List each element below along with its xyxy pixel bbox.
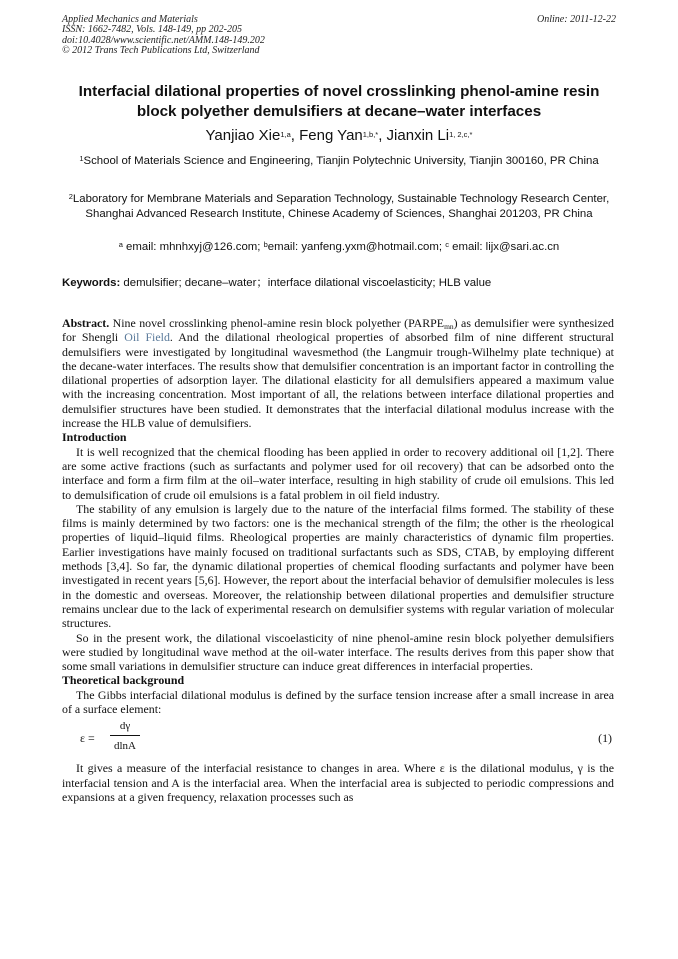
author-superscript: 1,a <box>280 130 291 140</box>
keywords-label: Keywords: <box>62 277 121 289</box>
affiliation-number: 1 <box>79 154 84 164</box>
oil-field-link[interactable]: Oil Field <box>124 330 170 345</box>
journal-name: Applied Mechanics and Materials <box>62 14 198 25</box>
paper-title: Interfacial dilational properties of novel crosslinking phenol-amine resin block polyether demulsifiers at decane–water interfaces <box>78 83 600 120</box>
author-superscript: 1, 2,c,* <box>449 130 473 140</box>
author-separator: , <box>290 127 300 144</box>
doi-line[interactable]: doi:10.4028/www.scientific.net/AMM.148-149.202 <box>62 34 265 46</box>
abstract-subscript: mn <box>444 322 454 332</box>
abstract-text: . And the dilational rheological properties of absorbed film of nine different structural demulsifiers were investigated by longitudinal wavesmethod (the Langmuir trough-Wilhelmy plate technique) at the decane-water interfaces. The results show that demulsifier concentration is an important factor in controlling the dilational properties of adsorption layer. The dilational elasticity for all demulsifiers appeared a maximum value with the increasing concentration. Most important of all, the relations between interface dilational properties and demulsifier structures have been studied. It demonstrates that the interfacial dilational modulus increase with the increase the HLB value of demulsifiers. <box>62 330 614 431</box>
email-line <box>62 240 616 255</box>
equation-fraction <box>110 719 140 753</box>
section-heading-introduction: Introduction <box>62 430 127 445</box>
journal-header <box>62 15 616 57</box>
fraction-numerator: dγ <box>119 720 131 733</box>
email-text[interactable]: email: mhnhxyj@126.com; <box>126 241 264 253</box>
email-superscript: a <box>118 240 123 250</box>
fraction-bar <box>110 735 140 736</box>
keywords-line <box>62 276 616 291</box>
equation-number: (1) <box>598 731 612 746</box>
author-name: Feng Yan <box>299 127 363 144</box>
email-text[interactable]: email: yanfeng.yxm@hotmail.com; <box>267 241 446 253</box>
equation-1 <box>62 719 614 759</box>
online-date: Online: 2011-12-22 <box>537 14 616 25</box>
equation-lhs: ε = <box>80 731 95 746</box>
intro-paragraph-3: So in the present work, the dilational viscoelasticity of nine phenol-amine resin block polyether demulsifiers were studied by longitudinal wave method at the oil-water interface. The results derives from this paper show that some small variations in demulsifier structure can induce great differences in interfacial properties. <box>62 630 614 674</box>
keywords-text: demulsifier; decane–water；interface dilational viscoelasticity; HLB value <box>120 277 492 289</box>
affiliation-number: 2 <box>68 192 73 202</box>
fraction-denominator: dlnA <box>114 740 136 753</box>
copyright-line: © 2012 Trans Tech Publications Ltd, Switzerland <box>62 45 260 57</box>
affiliation-text: Laboratory for Membrane Materials and Separation Technology, Sustainable Technology Research Center, Shanghai Advanced Research Institute, Chinese Academy of Sciences, Shanghai 201203, PR China <box>72 193 610 220</box>
author-superscript: 1,b,* <box>362 130 379 140</box>
intro-paragraph-1: It is well recognized that the chemical flooding has been applied in order to recovery additional oil [1,2]. There are some active fractions (such as surfactants and polymer used for oil recovery) that can be adsorbed onto the interface and form a firm film at the oil–water interface, resulting in high stability of crude oil emulsions. This led to demulsification of crude oil emulsions is a fatal problem in oil field industry. <box>62 444 614 502</box>
theory-paragraph-1: The Gibbs interfacial dilational modulus is defined by the surface tension increase after a small increase in area of a surface element: <box>62 687 614 717</box>
abstract-text: Nine novel crosslinking phenol-amine resin block polyether (PARPE <box>109 316 445 330</box>
intro-paragraph-2: The stability of any emulsion is largely due to the nature of the interfacial films formed. The stability of these films is mainly determined by two factors: one is the mechanical strength of the film; the other is the rheological properties of liquid–liquid films. Rheological properties are mainly characteristics of dynamic film properties. Earlier investigations have mainly focused on traditional surfactants such as SDS, CTAB, by employing different methods [3,4]. So far, the dynamic dilational properties of chemical flooding surfactants and polymer have been investigated in recent years [5,6]. However, the report about the interfacial behavior of demulsifier molecules is less in the domestic and overseas. Moreover, the relationship between dilational properties and demulsifier structure remains unclear due to the lack of experimental research on demulsifier systems with regular variation of molecular structures. <box>62 501 614 631</box>
author-separator: , <box>378 127 387 144</box>
abstract-text: ) as demulsifier were synthesized for Shengli <box>62 316 614 345</box>
affiliation-2 <box>62 192 616 222</box>
affiliation-1 <box>62 154 616 169</box>
issn-line: ISSN: 1662-7482, Vols. 148-149, pp 202-205 <box>62 24 242 36</box>
author-name: Yanjiao Xie <box>205 127 281 144</box>
email-superscript: b <box>263 240 268 250</box>
paper-body <box>62 316 614 804</box>
theory-paragraph-2: It gives a measure of the interfacial resistance to changes in area. Where ε is the dilational modulus, γ is the interfacial tension and A is the interfacial area. When the interfacial area is subjected to periodic compressions and expansions at a given frequency, relaxation processes such as <box>62 761 614 804</box>
author-name: Jianxin Li <box>386 127 450 144</box>
affiliation-text: School of Materials Science and Engineering, Tianjin Polytechnic University, Tianjin 300160, PR China <box>83 155 599 167</box>
abstract-label: Abstract. <box>62 316 110 330</box>
email-text[interactable]: email: lijx@sari.ac.cn <box>452 241 560 253</box>
abstract-paragraph <box>62 316 614 430</box>
section-heading-theory: Theoretical background <box>62 673 185 688</box>
email-superscript: c <box>445 240 449 250</box>
author-list <box>62 127 616 145</box>
